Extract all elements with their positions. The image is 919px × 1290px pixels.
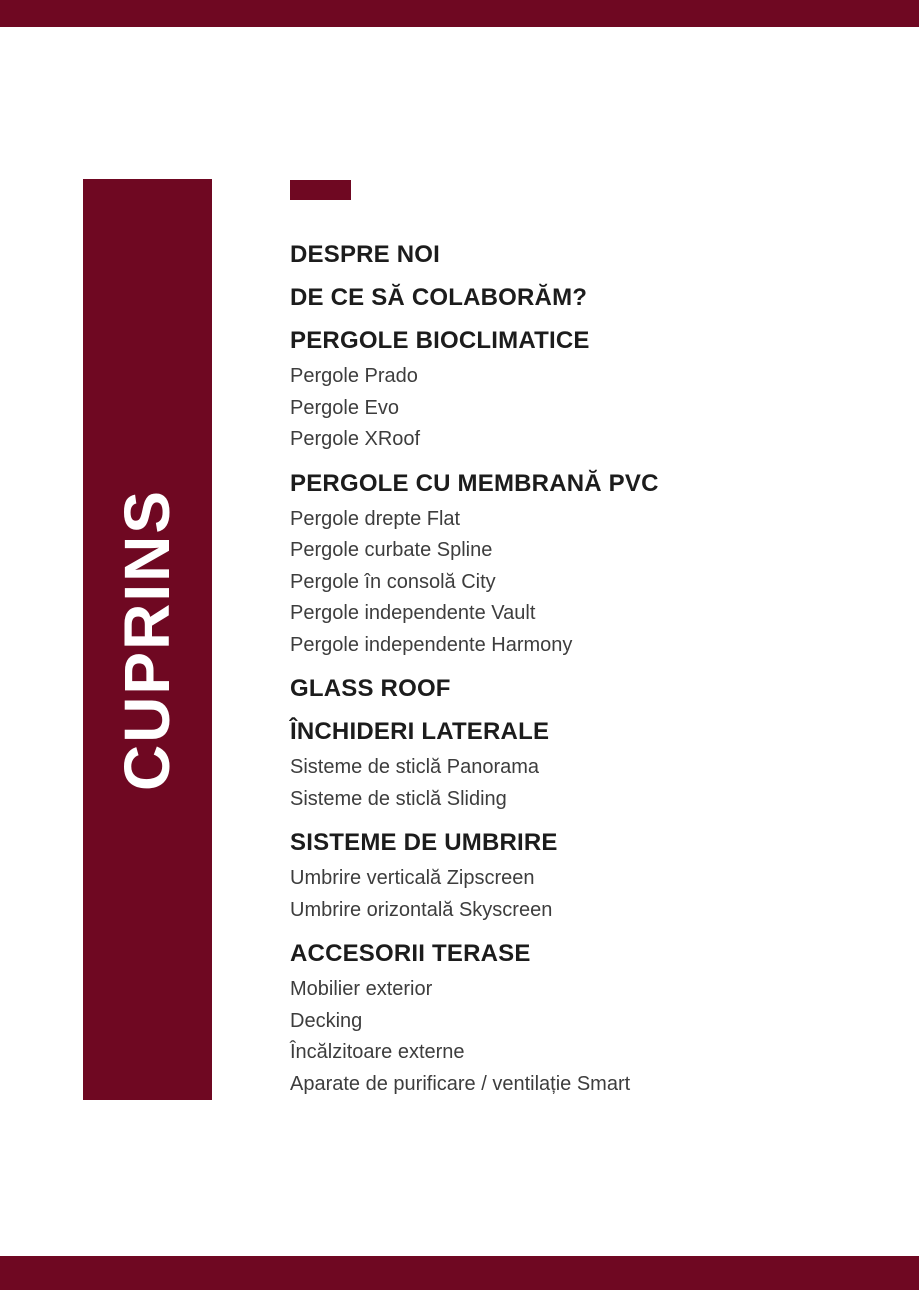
toc-section-items [290,361,850,456]
page-title: CUPRINS [111,488,184,791]
toc-item[interactable]: Umbrire verticală Zipscreen [290,867,535,889]
toc-section-title[interactable]: ÎNCHIDERI LATERALE [290,718,550,745]
toc-list [290,240,850,1100]
toc-section [290,469,850,662]
toc-item[interactable]: Aparate de purificare / ventilație Smart [290,1072,631,1095]
toc-item[interactable]: Pergole independente Harmony [290,633,573,656]
bottom-decorative-bar [0,1256,919,1290]
toc-item[interactable]: Mobilier exterior [290,978,433,1000]
toc-item[interactable]: Sisteme de sticlă Panorama [290,756,540,778]
toc-item[interactable]: Pergole XRoof [290,428,421,450]
toc-section-title[interactable]: PERGOLE CU MEMBRANĂ PVC [290,469,659,497]
toc-section-items [290,974,850,1100]
toc-item[interactable]: Sisteme de sticlă Sliding [290,787,507,810]
table-of-contents [290,180,850,1100]
accent-rectangle [290,180,351,200]
toc-section-title[interactable]: SISTEME DE UMBRIRE [290,829,558,856]
toc-item[interactable]: Umbrire orizontală Skyscreen [290,898,553,921]
toc-section-items [290,504,850,662]
toc-item[interactable]: Pergole drepte Flat [290,507,461,530]
toc-section [290,326,850,456]
toc-item[interactable]: Pergole Evo [290,396,399,419]
toc-section-items [290,752,850,815]
toc-section [290,674,850,704]
toc-item[interactable]: Decking [290,1009,363,1032]
top-decorative-bar [0,0,919,27]
toc-section-title[interactable]: DE CE SĂ COLABORĂM? [290,284,588,311]
toc-item[interactable]: Pergole Prado [290,365,418,387]
toc-section-title[interactable]: GLASS ROOF [290,675,451,702]
toc-item[interactable]: Pergole în consolă City [290,570,496,593]
toc-section-title[interactable]: ACCESORII TERASE [290,940,531,967]
toc-section [290,717,850,815]
toc-section-title[interactable]: PERGOLE BIOCLIMATICE [290,327,590,354]
sidebar-title-band [83,179,212,1100]
toc-item[interactable]: Pergole independente Vault [290,602,536,624]
toc-section [290,283,850,313]
toc-section [290,828,850,926]
toc-item[interactable]: Încălzitoare externe [290,1041,465,1063]
toc-item[interactable]: Pergole curbate Spline [290,539,493,561]
toc-section-items [290,863,850,926]
toc-section [290,939,850,1100]
toc-section [290,240,850,270]
toc-section-title[interactable]: DESPRE NOI [290,241,441,268]
